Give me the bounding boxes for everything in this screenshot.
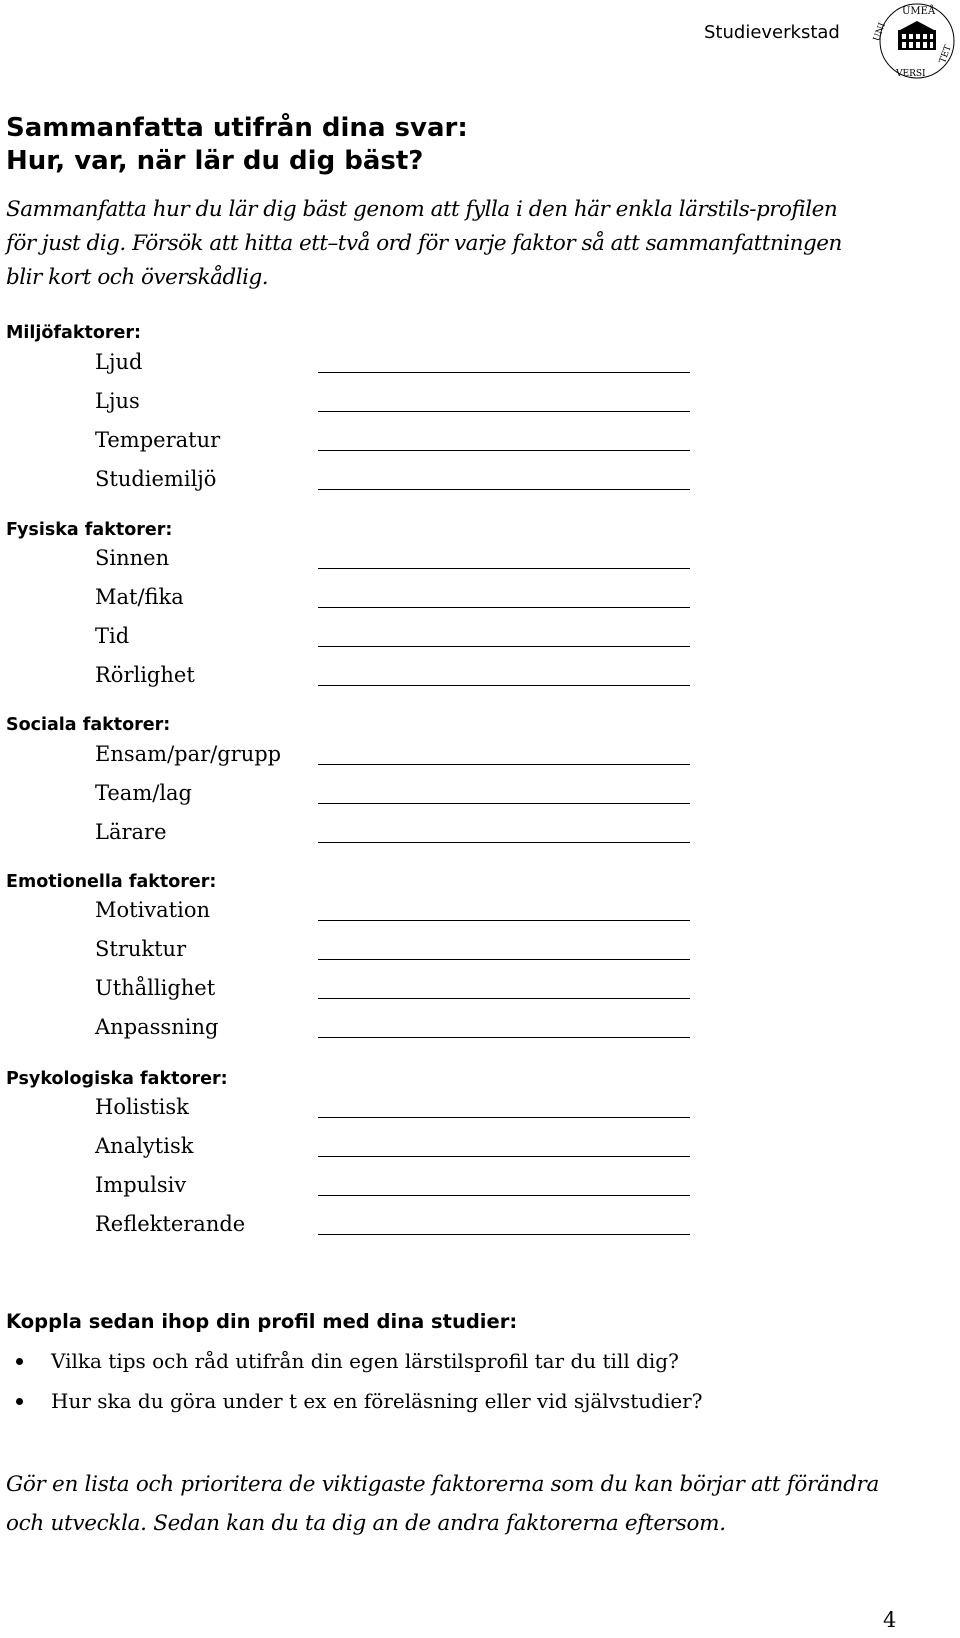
bullet-text: Vilka tips och råd utifrån din egen lärstilsprofil tar du till dig? bbox=[51, 1349, 679, 1373]
factor-label-motivation: Motivation bbox=[95, 898, 211, 922]
title-line-1: Sammanfatta utifrån dina svar: bbox=[6, 113, 468, 143]
factor-label-uthallighet: Uthållighet bbox=[95, 976, 216, 1000]
section-heading-miljo: Miljöfaktorer: bbox=[6, 323, 142, 343]
answer-line-sinnen[interactable] bbox=[318, 568, 690, 569]
connect-heading: Koppla sedan ihop din profil med dina studier: bbox=[6, 1310, 518, 1333]
answer-line-motivation[interactable] bbox=[318, 920, 690, 921]
answer-line-tid[interactable] bbox=[318, 646, 690, 647]
svg-text:UNI: UNI bbox=[872, 21, 888, 43]
factor-label-impulsiv: Impulsiv bbox=[95, 1173, 187, 1197]
factor-label-larare: Lärare bbox=[95, 820, 167, 844]
factor-label-sinnen: Sinnen bbox=[95, 546, 170, 570]
factor-label-tid: Tid bbox=[95, 624, 130, 648]
answer-line-impulsiv[interactable] bbox=[318, 1195, 690, 1196]
factor-label-team-lag: Team/lag bbox=[95, 781, 192, 805]
answer-line-rorlighet[interactable] bbox=[318, 685, 690, 686]
answer-line-larare[interactable] bbox=[318, 842, 690, 843]
answer-line-team-lag[interactable] bbox=[318, 803, 690, 804]
answer-line-ensam-par-grupp[interactable] bbox=[318, 764, 690, 765]
svg-text:TET: TET bbox=[938, 43, 954, 65]
answer-line-mat-fika[interactable] bbox=[318, 607, 690, 608]
factor-label-holistisk: Holistisk bbox=[95, 1095, 189, 1119]
section-heading-fysiska: Fysiska faktorer: bbox=[6, 520, 173, 540]
university-logo bbox=[874, 0, 960, 82]
intro-paragraph: Sammanfatta hur du lär dig bäst genom att fylla i den här enkla lärstils-profilen för just dig. Försök att hitta ett–två ord för varje faktor så att sammanfattningen blir kort och överskådlig. bbox=[6, 197, 842, 290]
bullet-text: Hur ska du göra under t ex en föreläsning eller vid självstudier? bbox=[51, 1389, 703, 1413]
outro-paragraph: Gör en lista och prioritera de viktigaste faktorerna som du kan börjar att förändra och utveckla. Sedan kan du ta dig an de andra faktorerna eftersom. bbox=[6, 1472, 880, 1536]
factor-label-analytisk: Analytisk bbox=[95, 1134, 194, 1158]
answer-line-anpassning[interactable] bbox=[318, 1037, 690, 1038]
answer-line-struktur[interactable] bbox=[318, 959, 690, 960]
factor-label-rorlighet: Rörlighet bbox=[95, 663, 195, 687]
factor-label-temperatur: Temperatur bbox=[95, 428, 221, 452]
answer-line-temperatur[interactable] bbox=[318, 450, 690, 451]
list-item bbox=[6, 1389, 702, 1429]
connect-bullet-list bbox=[6, 1349, 702, 1429]
list-item bbox=[6, 1349, 702, 1389]
answer-line-studiemiljo[interactable] bbox=[318, 489, 690, 490]
section-heading-emotionella: Emotionella faktorer: bbox=[6, 872, 217, 892]
header-label: Studieverkstad bbox=[704, 22, 840, 43]
factor-label-ljud: Ljud bbox=[95, 350, 143, 374]
factor-label-ensam-par-grupp: Ensam/par/grupp bbox=[95, 742, 282, 766]
answer-line-uthallighet[interactable] bbox=[318, 998, 690, 999]
factor-label-anpassning: Anpassning bbox=[95, 1015, 219, 1039]
answer-line-ljud[interactable] bbox=[318, 372, 690, 373]
answer-line-holistisk[interactable] bbox=[318, 1117, 690, 1118]
section-heading-psykologiska: Psykologiska faktorer: bbox=[6, 1069, 228, 1089]
answer-line-reflekterande[interactable] bbox=[318, 1234, 690, 1235]
svg-text:VERSI: VERSI bbox=[896, 69, 926, 79]
title-line-2: Hur, var, när lär du dig bäst? bbox=[6, 146, 424, 176]
svg-text:UMEÅ: UMEÅ bbox=[902, 6, 936, 17]
answer-line-ljus[interactable] bbox=[318, 411, 690, 412]
bullet-icon bbox=[16, 1398, 23, 1405]
page-title bbox=[6, 112, 468, 178]
answer-line-analytisk[interactable] bbox=[318, 1156, 690, 1157]
factor-label-reflekterande: Reflekterande bbox=[95, 1212, 246, 1236]
factor-label-studiemiljo: Studiemiljö bbox=[95, 467, 217, 491]
page-number: 4 bbox=[883, 1608, 897, 1632]
section-heading-sociala: Sociala faktorer: bbox=[6, 715, 171, 735]
bullet-icon bbox=[16, 1358, 23, 1365]
factor-label-struktur: Struktur bbox=[95, 937, 187, 961]
factor-label-mat-fika: Mat/fika bbox=[95, 585, 184, 609]
factor-label-ljus: Ljus bbox=[95, 389, 140, 413]
